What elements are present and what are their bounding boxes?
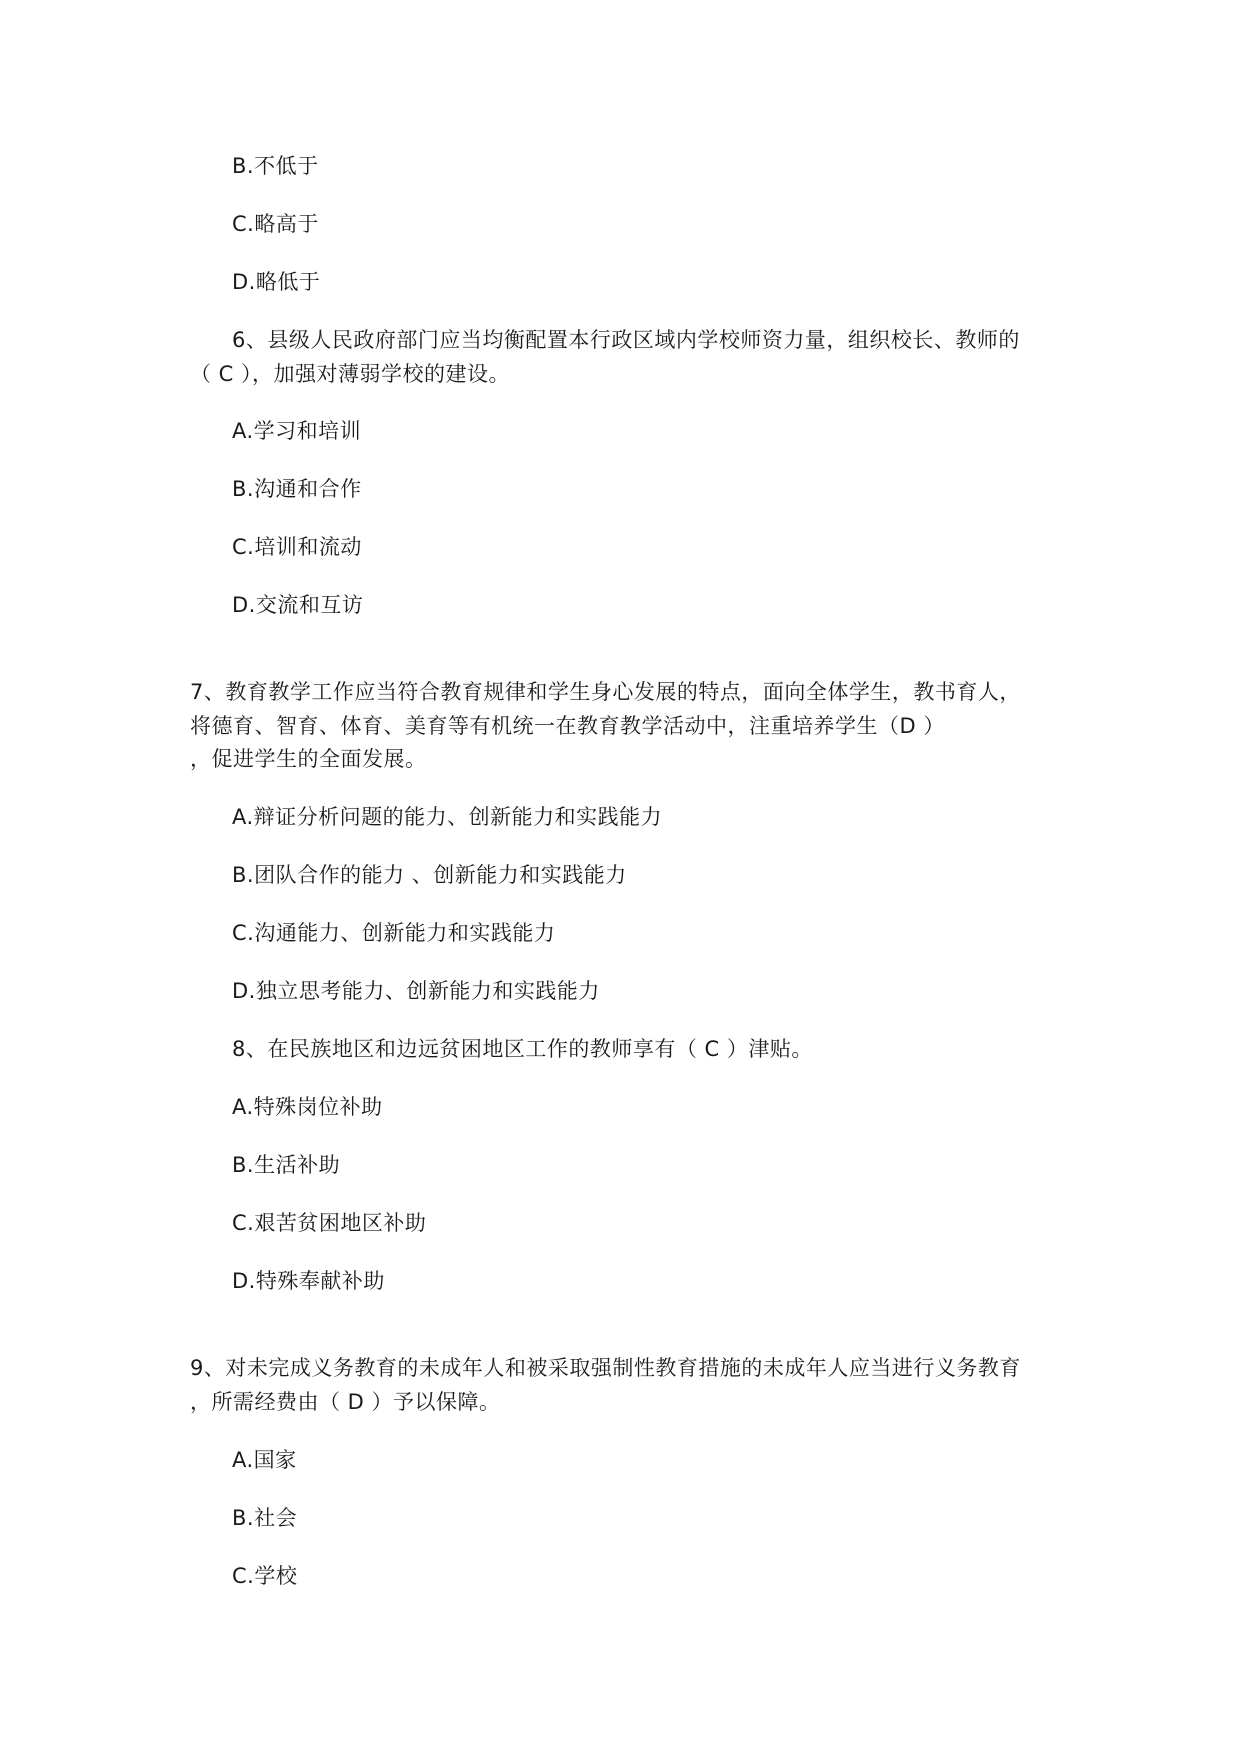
q5-option-d: D.略低于: [232, 270, 321, 294]
q7-stem-line-1: 7、教育教学工作应当符合教育规律和学生身心发展的特点，面向全体学生，教书育人，: [190, 680, 1021, 704]
q9-stem-line-1: 9、对未完成义务教育的未成年人和被采取强制性教育措施的未成年人应当进行义务教育: [190, 1356, 1021, 1380]
q5-option-b: B.不低于: [232, 154, 319, 178]
q6-stem-line-2: （ C ），加强对薄弱学校的建设。: [190, 362, 511, 386]
q7-option-c: C.沟通能力、创新能力和实践能力: [232, 921, 556, 945]
q9-stem-line-2: ，所需经费由（ D ）予以保障。: [190, 1390, 501, 1414]
q8-option-d: D.特殊奉献补助: [232, 1269, 385, 1293]
q9-option-c: C.学校: [232, 1564, 298, 1588]
q5-option-c: C.略高于: [232, 212, 319, 236]
q8-option-a: A.特殊岗位补助: [232, 1095, 383, 1119]
q7-option-d: D.独立思考能力、创新能力和实践能力: [232, 979, 600, 1003]
q8-stem-line-1: 8、在民族地区和边远贫困地区工作的教师享有（ C ）津贴。: [232, 1037, 813, 1061]
q7-option-b: B.团队合作的能力 、创新能力和实践能力: [232, 863, 627, 887]
q8-option-b: B.生活补助: [232, 1153, 341, 1177]
q6-stem-line-1: 6、县级人民政府部门应当均衡配置本行政区域内学校师资力量，组织校长、教师的: [232, 328, 1020, 352]
q9-option-a: A.国家: [232, 1448, 297, 1472]
q9-option-b: B.社会: [232, 1506, 298, 1530]
q6-option-b: B.沟通和合作: [232, 477, 362, 501]
q6-option-c: C.培训和流动: [232, 535, 362, 559]
q7-stem-line-2: 将德育、智育、体育、美育等有机统一在教育教学活动中，注重培养学生（D ）: [190, 714, 945, 738]
q7-option-a: A.辩证分析问题的能力、创新能力和实践能力: [232, 805, 663, 829]
q6-option-a: A.学习和培训: [232, 419, 362, 443]
q6-option-d: D.交流和互访: [232, 593, 364, 617]
q8-option-c: C.艰苦贫困地区补助: [232, 1211, 427, 1235]
q7-stem-line-3: ，促进学生的全面发展。: [190, 747, 427, 771]
